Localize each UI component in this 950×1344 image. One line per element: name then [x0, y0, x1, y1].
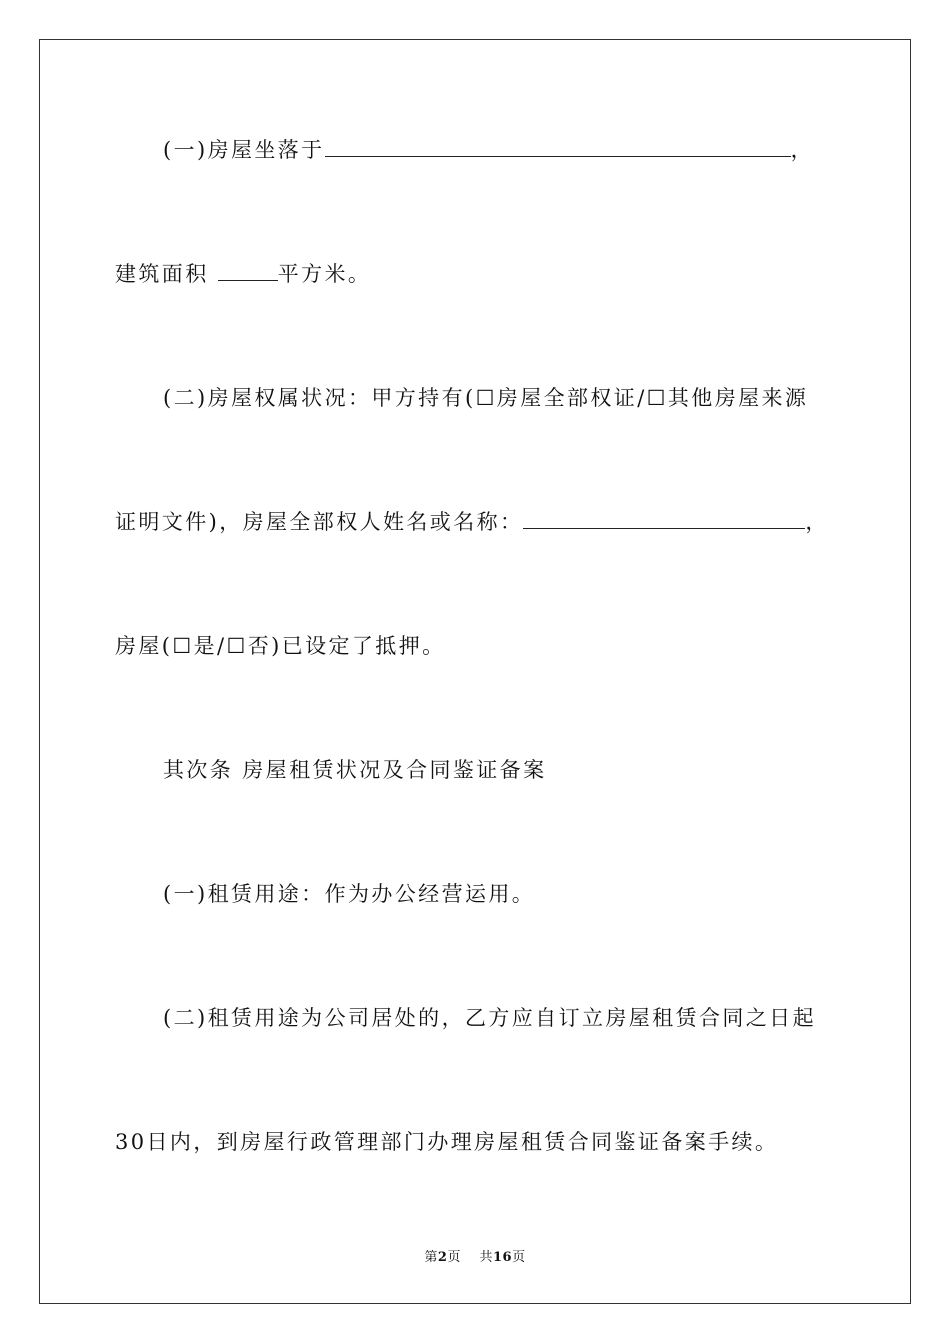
- owner-name-label: 证明文件)，房屋全部权人姓名或名称：: [115, 510, 524, 534]
- footer-total-pages: 16: [493, 1250, 513, 1265]
- house-location-comma: ，: [790, 138, 814, 162]
- footer-page-suffix: 页: [447, 1250, 461, 1265]
- paragraph-owner-name: [115, 507, 829, 537]
- paragraph-ownership-status: (二)房屋权属状况：甲方持有(☐房屋全部权证/☐其他房屋来源: [163, 386, 809, 410]
- building-area-blank[interactable]: [218, 260, 278, 281]
- paragraph-lease-purpose: (一)租赁用途：作为办公经营运用。: [163, 882, 536, 906]
- house-location-blank[interactable]: [325, 136, 791, 157]
- footer-total-prefix: 共: [479, 1250, 493, 1265]
- footer-page-prefix: 第: [424, 1250, 438, 1265]
- house-location-label: (一)房屋坐落于: [163, 138, 325, 162]
- page-border: [39, 39, 911, 1304]
- paragraph-mortgage: 房屋(☐是/☐否)已设定了抵押。: [115, 634, 446, 658]
- owner-name-blank[interactable]: [523, 508, 805, 529]
- footer-total-suffix: 页: [512, 1250, 526, 1265]
- section-heading-article-2: 其次条 房屋租赁状况及合同鉴证备案: [163, 758, 547, 782]
- paragraph-registration-deadline: 30日内，到房屋行政管理部门办理房屋租赁合同鉴证备案手续。: [115, 1130, 779, 1154]
- owner-name-comma: ，: [805, 510, 829, 534]
- page-footer: [0, 1246, 950, 1265]
- paragraph-building-area: [115, 259, 371, 289]
- building-area-label: 建筑面积: [115, 262, 218, 286]
- footer-page-number: 2: [437, 1250, 448, 1265]
- paragraph-residence-purpose: (二)租赁用途为公司居处的，乙方应自订立房屋租赁合同之日起: [163, 1006, 816, 1030]
- building-area-unit: 平方米。: [277, 262, 372, 286]
- paragraph-house-location: [163, 135, 814, 165]
